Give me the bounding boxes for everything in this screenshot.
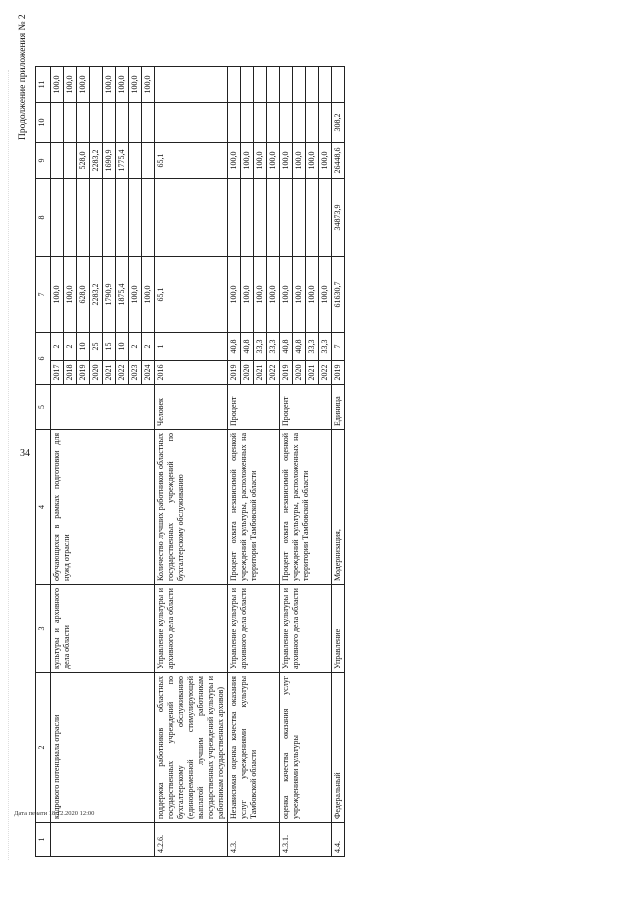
- value-col-8: [319, 179, 332, 257]
- value-col-7: 1875,4: [116, 257, 129, 333]
- value-col-11: [293, 67, 306, 103]
- value-col-6: 33,3: [319, 333, 332, 361]
- value-col-10: [319, 103, 332, 143]
- value-col-7: 2283,2: [90, 257, 103, 333]
- unit-cell: Единица: [332, 385, 345, 430]
- value-col-6: 33,3: [254, 333, 267, 361]
- value-col-9: 100,0: [254, 143, 267, 179]
- value-col-6: 1: [155, 333, 228, 361]
- value-col-10: [155, 103, 228, 143]
- year-cell: 2022: [267, 361, 280, 385]
- value-col-6: 40,8: [280, 333, 293, 361]
- value-col-11: [319, 67, 332, 103]
- value-col-9: [64, 143, 77, 179]
- value-col-7: 100,0: [241, 257, 254, 333]
- value-col-7: 100,0: [228, 257, 241, 333]
- value-col-7: 628,0: [77, 257, 90, 333]
- value-col-8: [267, 179, 280, 257]
- activity-name: Федеральный: [332, 673, 345, 823]
- value-col-8: 34873,9: [332, 179, 345, 257]
- executor-name: Управление культуры и архивного дела области: [228, 585, 280, 673]
- print-date: Дата печати 18.12.2020 12:00: [14, 810, 95, 817]
- year-cell: 2019: [280, 361, 293, 385]
- value-col-6: 10: [116, 333, 129, 361]
- year-cell: 2023: [129, 361, 142, 385]
- value-col-10: [90, 103, 103, 143]
- continuation-label: Продолжение приложения № 2: [18, 14, 28, 140]
- col-header-4: 4: [36, 430, 51, 585]
- table-row: [228, 67, 241, 857]
- year-cell: 2020: [241, 361, 254, 385]
- value-col-11: [267, 67, 280, 103]
- value-col-10: [254, 103, 267, 143]
- value-col-8: [51, 179, 64, 257]
- value-col-10: [64, 103, 77, 143]
- year-cell: 2021: [254, 361, 267, 385]
- executor-name: Управление культуры и архивного дела области: [280, 585, 332, 673]
- value-col-10: [280, 103, 293, 143]
- item-number: [51, 823, 155, 857]
- value-col-6: 40,8: [241, 333, 254, 361]
- value-col-7: 100,0: [142, 257, 155, 333]
- value-col-7: 1790,9: [103, 257, 116, 333]
- value-col-11: 100,0: [77, 67, 90, 103]
- table-row: [51, 67, 64, 857]
- value-col-10: [293, 103, 306, 143]
- indicator-name: Количество лучших работников областных государственных учреждений по бухгалтерскому обслуживанию: [155, 430, 228, 585]
- col-header-2: 2: [36, 673, 51, 823]
- item-number: 4.3.1.: [280, 823, 332, 857]
- value-col-8: [90, 179, 103, 257]
- value-col-6: 33,3: [267, 333, 280, 361]
- value-col-6: 25: [90, 333, 103, 361]
- value-col-11: [332, 67, 345, 103]
- value-col-7: 61630,7: [332, 257, 345, 333]
- value-col-6: 40,8: [293, 333, 306, 361]
- col-header-6: 6: [36, 333, 51, 385]
- value-col-6: 40,8: [228, 333, 241, 361]
- value-col-8: [254, 179, 267, 257]
- value-col-8: [116, 179, 129, 257]
- value-col-10: [77, 103, 90, 143]
- value-col-6: 2: [51, 333, 64, 361]
- indicator-name: Процент охвата независимой оценкой учреждений культуры, расположенных на территории Тамбовской области: [280, 430, 332, 585]
- column-header-row: [36, 67, 51, 857]
- value-col-11: 100,0: [142, 67, 155, 103]
- value-col-9: 26448,6: [332, 143, 345, 179]
- table-row: [280, 67, 293, 857]
- value-col-8: [77, 179, 90, 257]
- value-col-6: 10: [77, 333, 90, 361]
- value-col-6: 2: [64, 333, 77, 361]
- table-row: [155, 67, 228, 857]
- value-col-8: [103, 179, 116, 257]
- year-cell: 2017: [51, 361, 64, 385]
- indicator-name: Модернизация,: [332, 430, 345, 585]
- col-header-11: 11: [36, 67, 51, 103]
- year-cell: 2024: [142, 361, 155, 385]
- value-col-11: [228, 67, 241, 103]
- value-col-8: [142, 179, 155, 257]
- value-col-10: [267, 103, 280, 143]
- year-cell: 2019: [332, 361, 345, 385]
- value-col-10: [241, 103, 254, 143]
- value-col-8: [129, 179, 142, 257]
- unit-cell: Процент: [280, 385, 332, 430]
- value-col-8: [280, 179, 293, 257]
- indicator-name: обучающихся в рамках подготовки для нужд отрасли: [51, 430, 155, 585]
- value-col-7: 100,0: [254, 257, 267, 333]
- year-cell: 2020: [90, 361, 103, 385]
- value-col-11: [306, 67, 319, 103]
- value-col-9: [129, 143, 142, 179]
- activity-name: оценка качества оказания услуг учреждениями культуры: [280, 673, 332, 823]
- col-header-9: 9: [36, 143, 51, 179]
- year-cell: 2021: [306, 361, 319, 385]
- value-col-6: 33,3: [306, 333, 319, 361]
- value-col-11: 100,0: [103, 67, 116, 103]
- value-col-6: 15: [103, 333, 116, 361]
- value-col-7: 100,0: [129, 257, 142, 333]
- value-col-11: [280, 67, 293, 103]
- value-col-9: 100,0: [241, 143, 254, 179]
- activity-name: кадрового потенциала отрасли: [51, 673, 155, 823]
- value-col-9: 100,0: [267, 143, 280, 179]
- year-cell: 2019: [228, 361, 241, 385]
- value-col-10: 308,2: [332, 103, 345, 143]
- value-col-9: 1690,9: [103, 143, 116, 179]
- year-cell: 2020: [293, 361, 306, 385]
- year-cell: 2022: [116, 361, 129, 385]
- col-header-5: 5: [36, 385, 51, 430]
- value-col-11: 100,0: [116, 67, 129, 103]
- value-col-10: [142, 103, 155, 143]
- program-table: [35, 66, 345, 857]
- value-col-7: 100,0: [319, 257, 332, 333]
- unit-cell: Процент: [228, 385, 280, 430]
- activity-name: поддержка работников областных государственных учреждений по бухгалтерскому обслуживанию (единовременной стимулирующей выплатой лучшим работникам государственных учреждений культуры и работникам государственных архивов): [155, 673, 228, 823]
- value-col-10: [51, 103, 64, 143]
- page-number: 34: [20, 448, 30, 459]
- value-col-10: [129, 103, 142, 143]
- unit-cell: [51, 385, 155, 430]
- item-number: 4.3.: [228, 823, 280, 857]
- value-col-8: [293, 179, 306, 257]
- value-col-9: 100,0: [228, 143, 241, 179]
- item-number: 4.4.: [332, 823, 345, 857]
- executor-name: Управление: [332, 585, 345, 673]
- value-col-9: 100,0: [293, 143, 306, 179]
- col-header-7: 7: [36, 257, 51, 333]
- value-col-9: 100,0: [280, 143, 293, 179]
- value-col-11: [90, 67, 103, 103]
- year-cell: 2021: [103, 361, 116, 385]
- unit-cell: Человек: [155, 385, 228, 430]
- executor-name: Управление культуры и архивного дела области: [155, 585, 228, 673]
- table-body: [51, 67, 345, 857]
- value-col-6: 7: [332, 333, 345, 361]
- value-col-9: 2283,2: [90, 143, 103, 179]
- col-header-8: 8: [36, 179, 51, 257]
- value-col-10: [228, 103, 241, 143]
- year-cell: 2018: [64, 361, 77, 385]
- indicator-name: Процент охвата независимой оценкой учреждений культуры, расположенных на территории Тамбовской области: [228, 430, 280, 585]
- value-col-11: 100,0: [129, 67, 142, 103]
- executor-name: культуры и архивного дела области: [51, 585, 155, 673]
- col-header-1: 1: [36, 823, 51, 857]
- value-col-10: [306, 103, 319, 143]
- value-col-9: 100,0: [306, 143, 319, 179]
- col-header-3: 3: [36, 585, 51, 673]
- value-col-11: [254, 67, 267, 103]
- value-col-7: 100,0: [306, 257, 319, 333]
- value-col-8: [241, 179, 254, 257]
- value-col-8: [64, 179, 77, 257]
- value-col-7: 100,0: [280, 257, 293, 333]
- value-col-11: 100,0: [64, 67, 77, 103]
- value-col-9: 65,1: [155, 143, 228, 179]
- value-col-11: 100,0: [51, 67, 64, 103]
- value-col-7: 65,1: [155, 257, 228, 333]
- value-col-6: 2: [129, 333, 142, 361]
- table-row: [332, 67, 345, 857]
- year-cell: 2019: [77, 361, 90, 385]
- value-col-9: 100,0: [319, 143, 332, 179]
- year-cell: 2022: [319, 361, 332, 385]
- value-col-11: [155, 67, 228, 103]
- value-col-11: [241, 67, 254, 103]
- value-col-7: 100,0: [293, 257, 306, 333]
- value-col-8: [306, 179, 319, 257]
- year-cell: 2016: [155, 361, 228, 385]
- value-col-8: [228, 179, 241, 257]
- value-col-8: [155, 179, 228, 257]
- value-col-10: [103, 103, 116, 143]
- value-col-7: 100,0: [267, 257, 280, 333]
- value-col-9: [142, 143, 155, 179]
- value-col-10: [116, 103, 129, 143]
- value-col-9: [51, 143, 64, 179]
- value-col-7: 100,0: [51, 257, 64, 333]
- activity-name: Независимая оценка качества оказания услуг учреждениями культуры Тамбовской области: [228, 673, 280, 823]
- value-col-9: 1775,4: [116, 143, 129, 179]
- value-col-7: 100,0: [64, 257, 77, 333]
- value-col-6: 2: [142, 333, 155, 361]
- value-col-9: 528,0: [77, 143, 90, 179]
- col-header-10: 10: [36, 103, 51, 143]
- item-number: 4.2.6.: [155, 823, 228, 857]
